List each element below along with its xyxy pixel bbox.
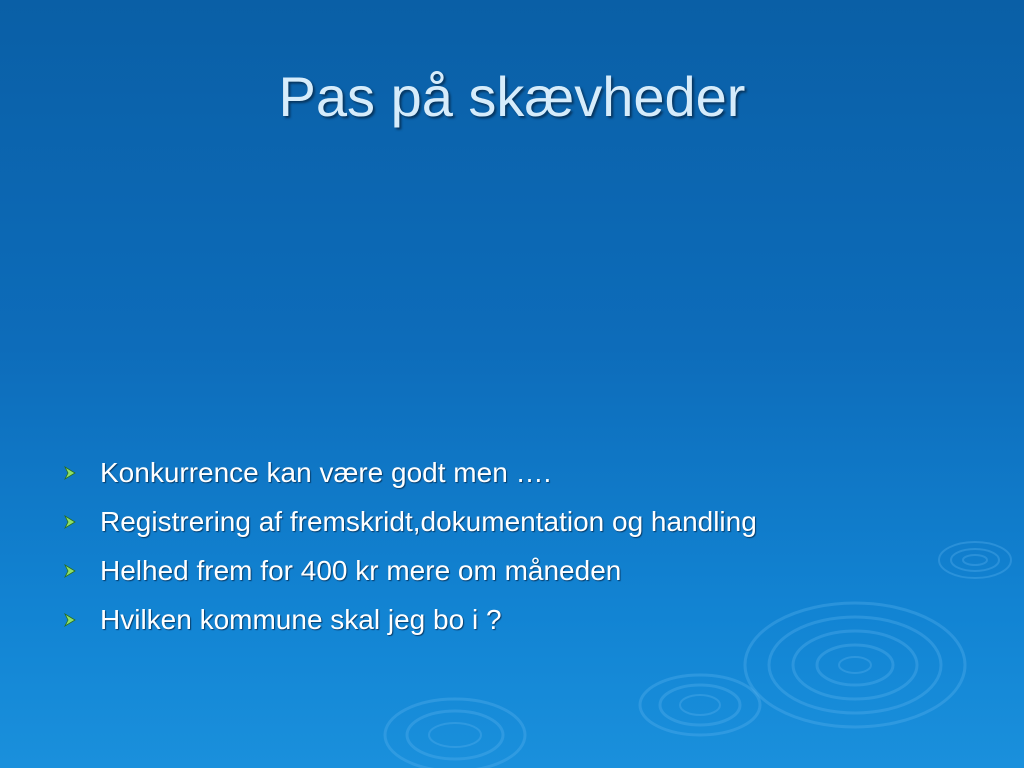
bullet-text: Registrering af fremskridt,dokumentation og handling [100, 505, 757, 537]
bullet-list [62, 448, 757, 644]
bullet-item [62, 595, 757, 644]
slide-title: Pas på skævheder [278, 65, 746, 128]
bullet-item [62, 546, 757, 595]
bullet-item [62, 497, 757, 546]
arrowhead-bullet-icon [62, 610, 100, 630]
bullet-text: Hvilken kommune skal jeg bo i ? [100, 603, 502, 635]
arrowhead-bullet-icon [62, 512, 100, 532]
arrowhead-bullet-icon [62, 561, 100, 581]
arrowhead-bullet-icon [62, 463, 100, 483]
bullet-text: Konkurrence kan være godt men …. [100, 456, 552, 488]
bullet-text: Helhed frem for 400 kr mere om måneden [100, 554, 622, 586]
bullet-item [62, 448, 757, 497]
